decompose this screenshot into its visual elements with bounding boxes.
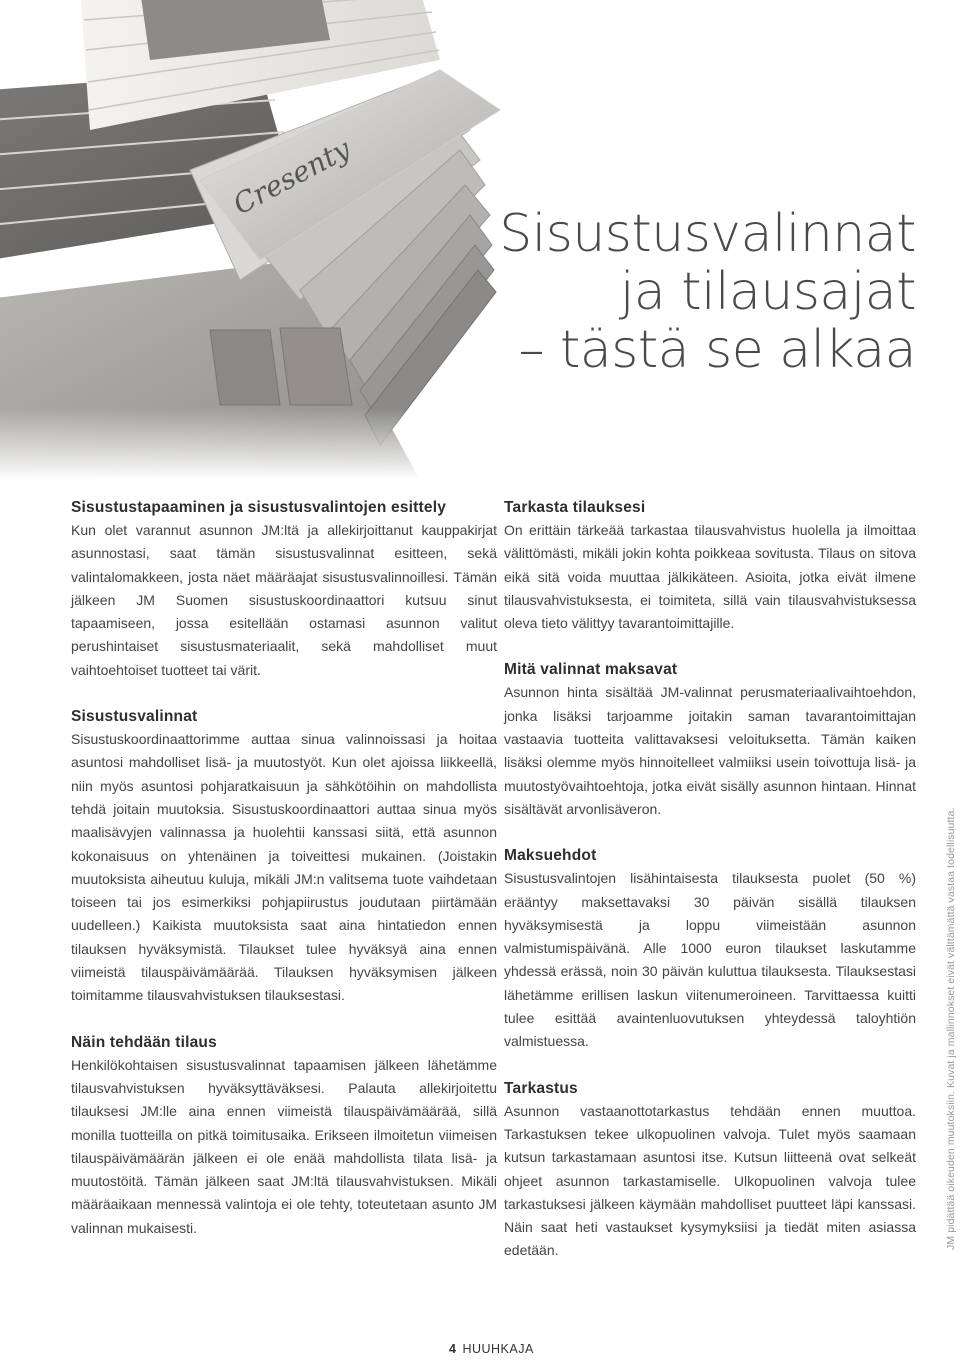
title-line-3: – tästä se alkaa — [518, 320, 916, 380]
section-body: Asunnon vastaanottotarkastus tehdään ennen muuttoa. Tarkastuksen tekee ulkopuolinen valvoja. Tulet myös saamaan kutsun tarkastamaan asuntosi itse. Kutsun liitteenä ovat selkeät ohjeet asunnon tarkastamiselle. Ulkopuolinen valvoja tulee tarkastuksesi jälkeen käymään mahdolliset puutteet läpi kanssasi. Näin saat heti vastaukset kysymyksiisi ja tiedät miten asiassa edetään. — [504, 1102, 916, 1259]
section-mita-valinnat-maksavat — [504, 658, 916, 821]
section-body: Sisustuskoordinaattorimme auttaa sinua valinnoissasi ja hoitaa asuntosi mahdolliset lisä- ja muutostyöt. Kun olet ajoissa liikkeellä, niin myös asuntosi pohjaratkaisuun ja sähkötöihin on mahdollista tehdä joitain muutoksia. Sisustuskoordinaattori auttaa sinua myös maalisävyjen valinnassa ja huolehtii kanssasi siitä, että asunnon kokonaisuus on yhtenäinen ja toiveittesi mukainen. (Joistakin muutoksista aiheutuu kuluja, mikäli JM:n valitsema tuote vaihdetaan toiseen tai jos esimerkiksi pohjapiirustus joudutaan piirtämään uudelleen.) Kaikista muutoksista saat aina hintatiedon ennen tilauksen hyväksymistä. Tilaukset tulee hyväksyä aina ennen viimeistä tilauspäivämäärää. Tilauksen hyväksymisen jälkeen toimitamme tilausvahvistuksen tilauksestasi. — [71, 731, 497, 1004]
section-body: Sisustusvalintojen lisähintaisesta tilauksesta puolet (50 %) erääntyy maksettavaksi 30 päivän sisällä tilauksen hyväksymisestä ja loppu viimeistään asunnon valmistumispäivänä. Alle 1000 euron tilaukset laskutamme yhdessä erässä, noin 30 päivän kuluttua tilauksesta. Tilauksestasi lähetämme erillisen laskun viitenumeroineen. Tarvittaessa kuitti tulee esittää avaintenluovutuksen yhteydessä taloyhtiön valmistuessa. — [504, 870, 916, 1050]
section-maksuehdot — [504, 844, 916, 1053]
section-body: On erittäin tärkeää tarkastaa tilausvahvistus huolella ja ilmoittaa välittömästi, mikäli jokin kohta poikkeaa sovitusta. Tilaus on sitova eikä sitä voida muuttaa jälkikäteen. Asioita, jotka eivät ilmene tilausvahvistuksesta, ei toimiteta, sillä vain tilausvahvistuksessa oleva tieto välittyy tavarantoimittajille. — [504, 522, 916, 632]
section-heading: Tarkasta tilauksesi — [504, 499, 646, 516]
title-line-2: ja tilausajat — [619, 262, 916, 322]
section-nain-tehdaan-tilaus — [71, 1031, 497, 1240]
section-heading: Sisustustapaaminen ja sisustusvalintojen esittely — [71, 499, 447, 516]
page-footer — [449, 1342, 534, 1356]
section-heading: Näin tehdään tilaus — [71, 1033, 217, 1051]
footer-brand: HUUHKAJA — [462, 1342, 534, 1356]
section-body: Asunnon hinta sisältää JM-valinnat perusmateriaalivaihtoehdon, jonka lisäksi tarjoamme joitakin saman tavarantoimittajan vastaavia tuotteita valittavaksesi veloituksetta. Tämän kaiken lisäksi olemme myös hinnoitelleet valmiiksi usein toivottuja lisä- ja muutostyövaihtoehtoja, jotka eivät sisälly asunnon hintaan. Hinnat sisältävät arvonlisäveron. — [504, 684, 916, 817]
section-sisustusvalinnat — [71, 705, 497, 1008]
title-line-1: Sisustusvalinnat — [499, 204, 916, 264]
section-heading: Maksuehdot — [504, 847, 597, 865]
page-number: 4 — [449, 1342, 457, 1356]
section-heading: Tarkastus — [504, 1079, 578, 1097]
right-column — [504, 496, 916, 1286]
section-body: Henkilökohtaisen sisustusvalinnat tapaamisen jälkeen lähetämme tilausvahvistuksen hyväksyttäväksesi. Palauta allekirjoitettu tilauksesi JM:lle aina ennen viimeistä tilauspäivämäärää, sillä monilla tuotteilla on pitkä toimitusaika. Erikseen ilmoitetun viimeisen tilauspäivämäärän jälkeen ei ole enää mahdollista tilata lisä- ja muutostöitä. Tämän jälkeen saat JM:ltä tilausvahvistuksen. Mikäli määräaikaan mennessä valintoja ei ole tehty, toteutetaan asunto JM valinnan mukaisesti. — [71, 1056, 497, 1236]
section-body: Kun olet varannut asunnon JM:ltä ja allekirjoittanut kauppakirjat asunnostasi, saat tämän sisustusvalinnat esitteen, sekä valintalomakkeen, josta näet määräajat sisustusvalinnoillesi. Tämän jälkeen JM Suomen sisustuskoordinaattori kutsuu sinut tapaamiseen, jossa esitellään ostamasi asunnon valitut perushintaiset sisustusmateriaalit, sekä mahdolliset muut vaihtoehtoiset tuotteet tai värit. — [71, 522, 497, 678]
section-heading: Mitä valinnat maksavat — [504, 661, 678, 679]
page-title — [499, 205, 916, 379]
material-samples-photo — [0, 0, 560, 480]
section-tarkastus — [504, 1077, 916, 1263]
disclaimer-note: JM pidättää oikeuden muutoksiin. Kuvat ja mallinnokset eivät välttämättä vastaa todellisuutta. — [945, 807, 957, 1250]
section-tarkasta-tilauksesi — [504, 496, 916, 635]
left-column — [71, 496, 497, 1263]
section-sisustustapaaminen — [71, 496, 497, 682]
section-heading: Sisustusvalinnat — [71, 708, 198, 726]
